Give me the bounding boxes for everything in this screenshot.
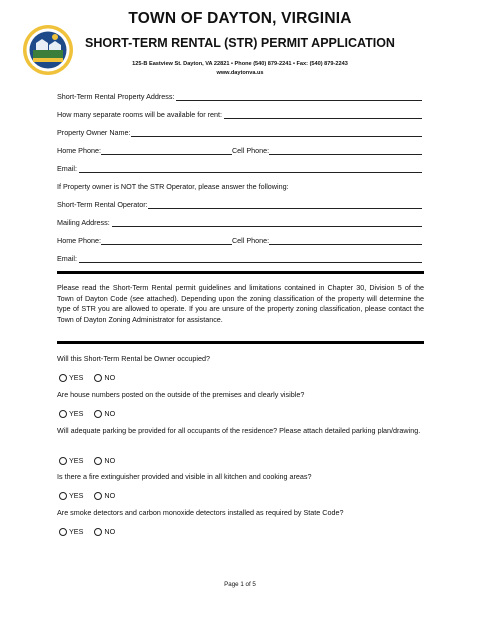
- no-label: NO: [104, 491, 116, 500]
- yes-label: YES: [69, 491, 84, 500]
- operator-home-phone-label: Home Phone:: [57, 236, 101, 245]
- operator-mailing-line[interactable]: [112, 219, 422, 227]
- no-option[interactable]: [94, 456, 115, 465]
- operator-email-field[interactable]: [57, 254, 422, 263]
- yes-label: YES: [69, 409, 84, 418]
- no-option[interactable]: [94, 491, 115, 500]
- no-label: NO: [104, 409, 116, 418]
- answer-owner-occupied: [59, 373, 126, 382]
- yes-option[interactable]: [59, 456, 83, 465]
- answer-detectors: [59, 527, 126, 536]
- no-label: NO: [104, 456, 116, 465]
- page-number: Page 1 of 5: [224, 581, 256, 588]
- yes-option[interactable]: [59, 409, 83, 418]
- radio-circle-icon[interactable]: [94, 528, 102, 536]
- town-address: 125-B Eastview St. Dayton, VA 22821 • Phone (540) 879-2241 • Fax: (540) 879-2243: [132, 61, 348, 67]
- property-address-field[interactable]: [57, 92, 422, 101]
- operator-mailing-label: Mailing Address:: [57, 218, 110, 227]
- owner-email-line[interactable]: [79, 165, 422, 173]
- operator-mailing-field[interactable]: [57, 218, 422, 227]
- radio-circle-icon[interactable]: [94, 457, 102, 465]
- radio-circle-icon[interactable]: [94, 492, 102, 500]
- rooms-field[interactable]: [57, 110, 422, 119]
- town-seal-logo: [22, 24, 74, 76]
- yes-label: YES: [69, 373, 84, 382]
- operator-name-line[interactable]: [148, 201, 422, 209]
- owner-cell-phone-label: Cell Phone:: [231, 146, 270, 155]
- yes-option[interactable]: [59, 491, 83, 500]
- property-address-label: Short-Term Rental Property Address:: [57, 92, 175, 101]
- answer-fire-extinguisher: [59, 491, 126, 500]
- rooms-line[interactable]: [224, 111, 422, 119]
- operator-name-label: Short-Term Rental Operator:: [57, 200, 148, 209]
- guidelines-paragraph: Please read the Short-Term Rental permit guidelines and limitations contained in Chapter 30, Division 5 of the Town of Dayton Code (see attached). Depending upon the zoning classification of the property will determine the type of STR you are allowed to operate. If you are unsure of the property zoning classification, please contact the Town of Dayton Zoning Administrator for assistance.: [57, 283, 424, 324]
- yes-label: YES: [69, 527, 84, 536]
- no-label: NO: [104, 373, 116, 382]
- question-detectors: Are smoke detectors and carbon monoxide detectors installed as required by State Code?: [57, 508, 344, 517]
- owner-home-phone-line[interactable]: [101, 147, 232, 155]
- operator-note: If Property owner is NOT the STR Operator, please answer the following:: [57, 182, 289, 191]
- answer-house-numbers: [59, 409, 126, 418]
- property-address-line[interactable]: [176, 93, 422, 101]
- owner-name-label: Property Owner Name:: [57, 128, 131, 137]
- operator-cell-phone-label: Cell Phone:: [231, 236, 270, 245]
- rooms-label: How many separate rooms will be available for rent:: [57, 110, 222, 119]
- owner-email-label: Email:: [57, 164, 77, 173]
- radio-circle-icon[interactable]: [94, 374, 102, 382]
- operator-phone-row: [57, 236, 422, 245]
- radio-circle-icon[interactable]: [59, 410, 67, 418]
- question-owner-occupied: Will this Short-Term Rental be Owner occupied?: [57, 354, 210, 363]
- owner-cell-phone-line[interactable]: [269, 147, 422, 155]
- radio-circle-icon[interactable]: [59, 528, 67, 536]
- radio-circle-icon[interactable]: [59, 492, 67, 500]
- no-option[interactable]: [94, 373, 115, 382]
- owner-name-field[interactable]: [57, 128, 422, 137]
- owner-phone-row: [57, 146, 422, 155]
- no-label: NO: [104, 527, 116, 536]
- yes-option[interactable]: [59, 527, 83, 536]
- section-divider-top: [57, 271, 424, 274]
- radio-circle-icon[interactable]: [59, 457, 67, 465]
- radio-circle-icon[interactable]: [94, 410, 102, 418]
- town-name: TOWN OF DAYTON, VIRGINIA: [128, 10, 352, 27]
- form-title: SHORT-TERM RENTAL (STR) PERMIT APPLICATION: [85, 36, 395, 50]
- yes-label: YES: [69, 456, 84, 465]
- owner-home-phone-label: Home Phone:: [57, 146, 101, 155]
- owner-name-line[interactable]: [131, 129, 423, 137]
- operator-name-field[interactable]: [57, 200, 422, 209]
- section-divider-bottom: [57, 341, 424, 344]
- radio-circle-icon[interactable]: [59, 374, 67, 382]
- operator-home-phone-line[interactable]: [101, 237, 232, 245]
- answer-parking: [59, 456, 126, 465]
- question-fire-extinguisher: Is there a fire extinguisher provided and visible in all kitchen and cooking areas?: [57, 472, 312, 481]
- town-website: www.daytonva.us: [216, 70, 264, 76]
- question-house-numbers: Are house numbers posted on the outside of the premises and clearly visible?: [57, 390, 305, 399]
- operator-cell-phone-line[interactable]: [269, 237, 422, 245]
- yes-option[interactable]: [59, 373, 83, 382]
- no-option[interactable]: [94, 527, 115, 536]
- no-option[interactable]: [94, 409, 115, 418]
- operator-email-line[interactable]: [79, 255, 422, 263]
- operator-email-label: Email:: [57, 254, 77, 263]
- owner-email-field[interactable]: [57, 164, 422, 173]
- question-parking: Will adequate parking be provided for all occupants of the residence? Please attach detailed parking plan/drawing.: [57, 426, 421, 435]
